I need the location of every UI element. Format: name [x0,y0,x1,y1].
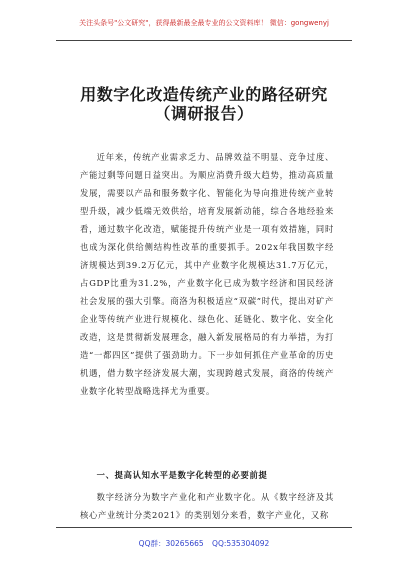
document-subtitle: （调研报告） [154,104,254,123]
footer-qq-group: QQ群：30265665 [138,539,204,548]
footer-divider [56,527,352,528]
document-title: 用数字化改造传统产业的路径研究 [80,85,328,104]
body-paragraph-1: 近年来，传统产业需求乏力、品牌效益不明显、竞争过度、产能过剩等问题日益突出。为顺应消费升级大趋势，推动高质量发展，需要以产品和服务数字化、智能化为导向推进传统产业转型升级，减少低端无效供给，培育发展新动能，综合各地经验来看，通过数字化改造，赋能提升传统产业是一项有效措施，同时也成为深化供给侧结构性改革的重要抓手。202x年我国数字经济规模达到39.2万亿元，其中产业数字化规模达31.7万亿元，占GDP比重为31.2%，产业数字化已成为数字经济和国民经济社会发展的强大引擎。商洛为积极适应“双碳”时代，提出对矿产企业等传统产业进行规模化、绿色化、延链化、数字化、安全化改造，这是贯彻新发展理念，融入新发展格局的有力举措，为打造“一都四区”提供了强劲助力。下一步如何抓住产业革命的历史机遇，借力数字经济发展大潮，实现跨越式发展，商洛的传统产业数字化转型战略选择尤为重要。 [80,152,334,396]
footer [0,538,408,549]
section-heading-1: 一、提高认知水平是数字化转型的必要前提 [96,470,268,480]
body-paragraph-2: 数字经济分为数字产业化和产业数字化。从《数字经济及其核心产业统计分类2021》的类别划分来看，数字产业化，又称 [80,492,334,520]
header-banner: 关注头条号"公文研究"，获得最新最全最专业的公文资料库！ 微信：gongwenyj [79,19,329,27]
header-divider [56,40,352,41]
footer-qq: QQ:535304092 [212,539,270,548]
